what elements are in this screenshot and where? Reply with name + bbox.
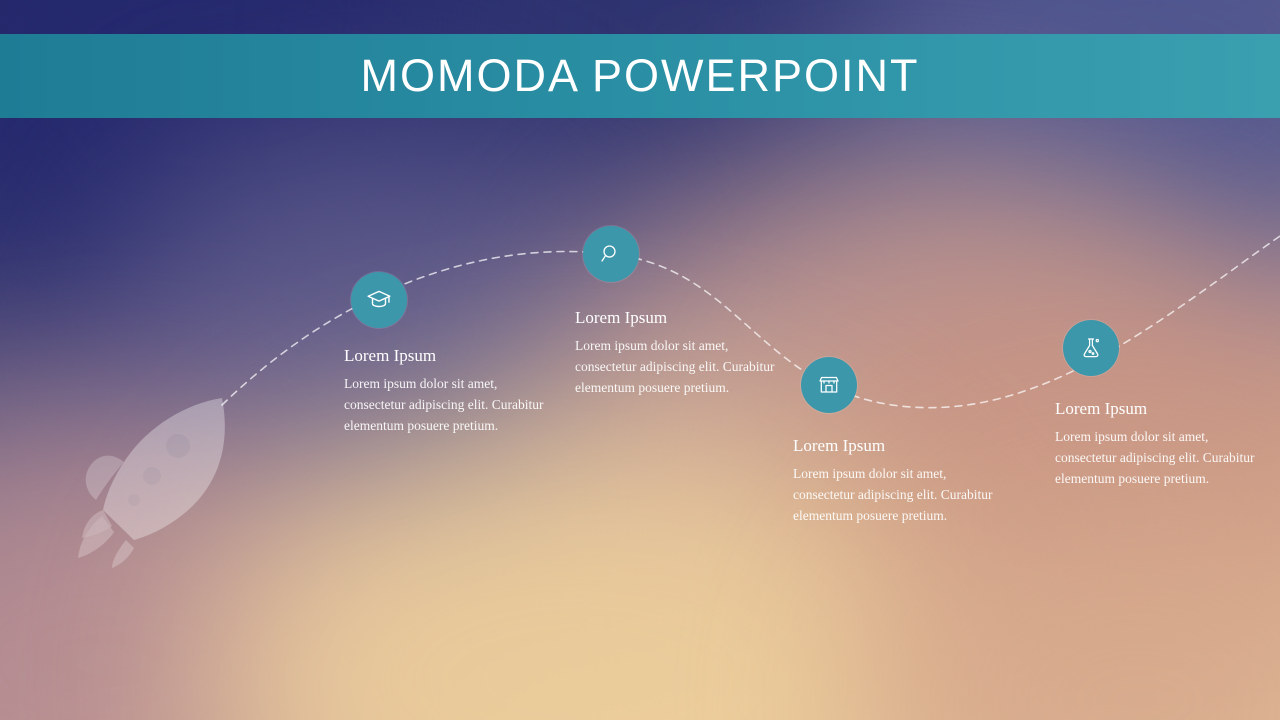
page-title: MOMODA POWERPOINT <box>360 50 920 101</box>
step-text-1 <box>344 346 544 437</box>
step-title: Lorem Ipsum <box>344 346 437 365</box>
flask-icon <box>1079 336 1103 360</box>
step-text-2 <box>575 308 775 399</box>
graduation-cap-icon <box>366 287 392 313</box>
step-body: Lorem ipsum dolor sit amet, consectetur adipiscing elit. Curabitur elementum posuere pretium. <box>793 466 993 523</box>
step-text-3 <box>793 436 993 527</box>
step-node-2[interactable] <box>583 226 639 282</box>
store-icon <box>817 373 841 397</box>
step-title: Lorem Ipsum <box>1055 399 1148 418</box>
step-text-4 <box>1055 399 1255 490</box>
step-body: Lorem ipsum dolor sit amet, consectetur adipiscing elit. Curabitur elementum posuere pretium. <box>1055 429 1255 486</box>
rocket-icon <box>72 390 242 570</box>
step-node-3[interactable] <box>801 357 857 413</box>
step-title: Lorem Ipsum <box>575 308 668 327</box>
step-title: Lorem Ipsum <box>793 436 886 455</box>
step-body: Lorem ipsum dolor sit amet, consectetur adipiscing elit. Curabitur elementum posuere pretium. <box>344 376 544 433</box>
search-icon <box>599 242 623 266</box>
step-node-4[interactable] <box>1063 320 1119 376</box>
step-body: Lorem ipsum dolor sit amet, consectetur adipiscing elit. Curabitur elementum posuere pretium. <box>575 338 775 395</box>
step-node-1[interactable] <box>351 272 407 328</box>
